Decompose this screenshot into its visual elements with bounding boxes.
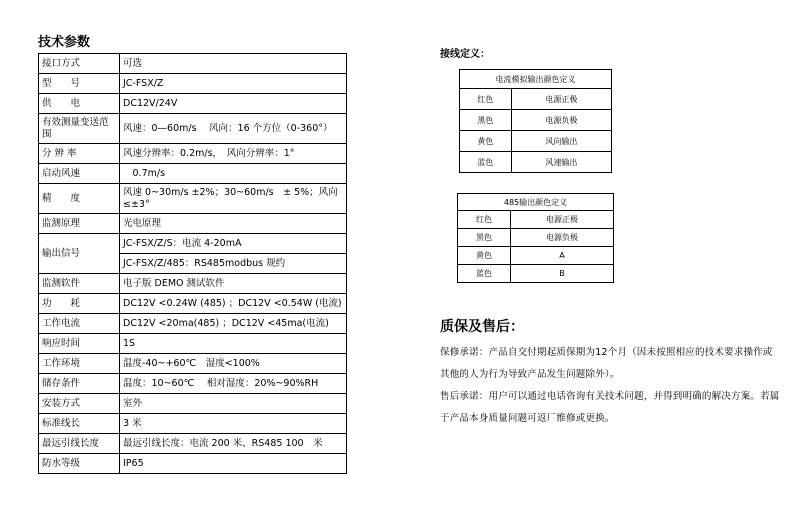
spec-key: 输出信号 bbox=[39, 234, 120, 274]
wire-color: 红色 bbox=[460, 89, 512, 110]
table-row bbox=[458, 229, 614, 247]
table-row bbox=[458, 211, 614, 229]
wire-definition: 电源负极 bbox=[511, 229, 614, 247]
table-header-row bbox=[460, 70, 612, 89]
spec-key: 型 号 bbox=[39, 74, 120, 94]
table-row bbox=[39, 184, 347, 214]
spec-value: 温度-40~+60℃ 湿度<100% bbox=[120, 354, 347, 374]
table-row bbox=[39, 354, 347, 374]
spec-title: 技术参数 bbox=[38, 35, 91, 50]
table-row bbox=[458, 265, 614, 283]
current-output-color-table bbox=[459, 69, 612, 173]
wire-color: 黄色 bbox=[458, 247, 511, 265]
spec-table bbox=[38, 53, 347, 474]
spec-value: 温度：10~60℃ 相对湿度：20%~90%RH bbox=[120, 374, 347, 394]
table-row bbox=[39, 144, 347, 164]
spec-value: JC-FSX/Z/485：RS485modbus 规约 bbox=[120, 254, 347, 274]
wire-color: 黄色 bbox=[460, 131, 512, 152]
table-row bbox=[39, 334, 347, 354]
table-row bbox=[460, 131, 612, 152]
spec-key: 安装方式 bbox=[39, 394, 120, 414]
spec-key: 供 电 bbox=[39, 94, 120, 114]
spec-value: DC12V <0.24W (485) ；DC12V <0.54W (电流) bbox=[120, 294, 347, 314]
table-row bbox=[460, 152, 612, 173]
spec-value: JC-FSX/Z bbox=[120, 74, 347, 94]
spec-key: 储存条件 bbox=[39, 374, 120, 394]
spec-key: 启动风速 bbox=[39, 164, 120, 184]
spec-key: 响应时间 bbox=[39, 334, 120, 354]
after-sales-paragraph: 售后承诺：用户可以通过电话咨询有关技术问题，并得到明确的解决方案。若属于产品本身质量问题可返厂维修或更换。 bbox=[440, 391, 780, 424]
table-row bbox=[460, 110, 612, 131]
spec-value: 可选 bbox=[120, 54, 347, 74]
table-row bbox=[39, 54, 347, 74]
spec-value: 最远引线长度：电流 200 米、RS485 100 米 bbox=[120, 434, 347, 454]
spec-value: 0.7m/s bbox=[120, 164, 347, 184]
table-header-row bbox=[458, 194, 614, 211]
table-header: 485输出颜色定义 bbox=[458, 194, 614, 211]
spec-key: 监测原理 bbox=[39, 214, 120, 234]
wire-definition: B bbox=[511, 265, 614, 283]
table-row bbox=[39, 374, 347, 394]
spec-value: 风速 0~30m/s ±2%；30~60m/s ± 5%；风向 ≤±3° bbox=[120, 184, 347, 214]
wire-color: 蓝色 bbox=[460, 152, 512, 173]
wire-color: 蓝色 bbox=[458, 265, 511, 283]
spec-key: 最远引线长度 bbox=[39, 434, 120, 454]
table-row bbox=[39, 94, 347, 114]
table-row bbox=[39, 214, 347, 234]
table-row bbox=[39, 314, 347, 334]
spec-key: 有效测量变送范围 bbox=[39, 114, 120, 144]
wire-definition: 风速输出 bbox=[511, 152, 611, 173]
table-row bbox=[460, 89, 612, 110]
table-row bbox=[39, 74, 347, 94]
table-row bbox=[458, 247, 614, 265]
wire-color: 黑色 bbox=[458, 229, 511, 247]
wire-color: 黑色 bbox=[460, 110, 512, 131]
spec-key: 功 耗 bbox=[39, 294, 120, 314]
table-row bbox=[39, 454, 347, 474]
table-row bbox=[39, 394, 347, 414]
spec-value: DC12V <20ma(485) ；DC12V <45ma(电流) bbox=[120, 314, 347, 334]
spec-value: IP65 bbox=[120, 454, 347, 474]
spec-key: 接口方式 bbox=[39, 54, 120, 74]
rs485-output-color-table bbox=[457, 193, 614, 283]
wire-definition: 电源负极 bbox=[511, 110, 611, 131]
spec-key: 工作电流 bbox=[39, 314, 120, 334]
spec-key: 工作环境 bbox=[39, 354, 120, 374]
table-header: 电流模拟输出颜色定义 bbox=[460, 70, 612, 89]
table-row bbox=[39, 164, 347, 184]
spec-value: JC-FSX/Z/S：电流 4-20mA bbox=[120, 234, 347, 254]
table-row bbox=[39, 434, 347, 454]
spec-value: 光电原理 bbox=[120, 214, 347, 234]
spec-value: DC12V/24V bbox=[120, 94, 347, 114]
spec-value: 风速：0—60m/s 风向：16 个方位（0-360°） bbox=[120, 114, 347, 144]
service-title: 质保及售后： bbox=[440, 319, 524, 335]
warranty-paragraph: 保修承诺：产品自交付期起质保期为12个月（因未按照相应的技术要求操作或其他的人为行为导致产品发生问题除外）。 bbox=[440, 347, 773, 380]
spec-key: 精 度 bbox=[39, 184, 120, 214]
wire-definition: 电源正极 bbox=[511, 89, 611, 110]
table-row bbox=[39, 414, 347, 434]
table-row bbox=[39, 294, 347, 314]
wire-color: 红色 bbox=[458, 211, 511, 229]
spec-key: 防水等级 bbox=[39, 454, 120, 474]
spec-value: 室外 bbox=[120, 394, 347, 414]
spec-key: 监测软件 bbox=[39, 274, 120, 294]
wire-definition: 电源正极 bbox=[511, 211, 614, 229]
wire-definition: 风向输出 bbox=[511, 131, 611, 152]
spec-key: 分 辨 率 bbox=[39, 144, 120, 164]
spec-value: 电子版 DEMO 测试软件 bbox=[120, 274, 347, 294]
spec-value: 风速分辨率：0.2m/s， 风向分辨率：1° bbox=[120, 144, 347, 164]
spec-key: 标准线长 bbox=[39, 414, 120, 434]
table-row bbox=[39, 274, 347, 294]
table-row bbox=[39, 234, 347, 254]
spec-value: 3 米 bbox=[120, 414, 347, 434]
wire-definition: A bbox=[511, 247, 614, 265]
table-row bbox=[39, 114, 347, 144]
wiring-title: 接线定义： bbox=[440, 49, 490, 60]
spec-value: 1S bbox=[120, 334, 347, 354]
